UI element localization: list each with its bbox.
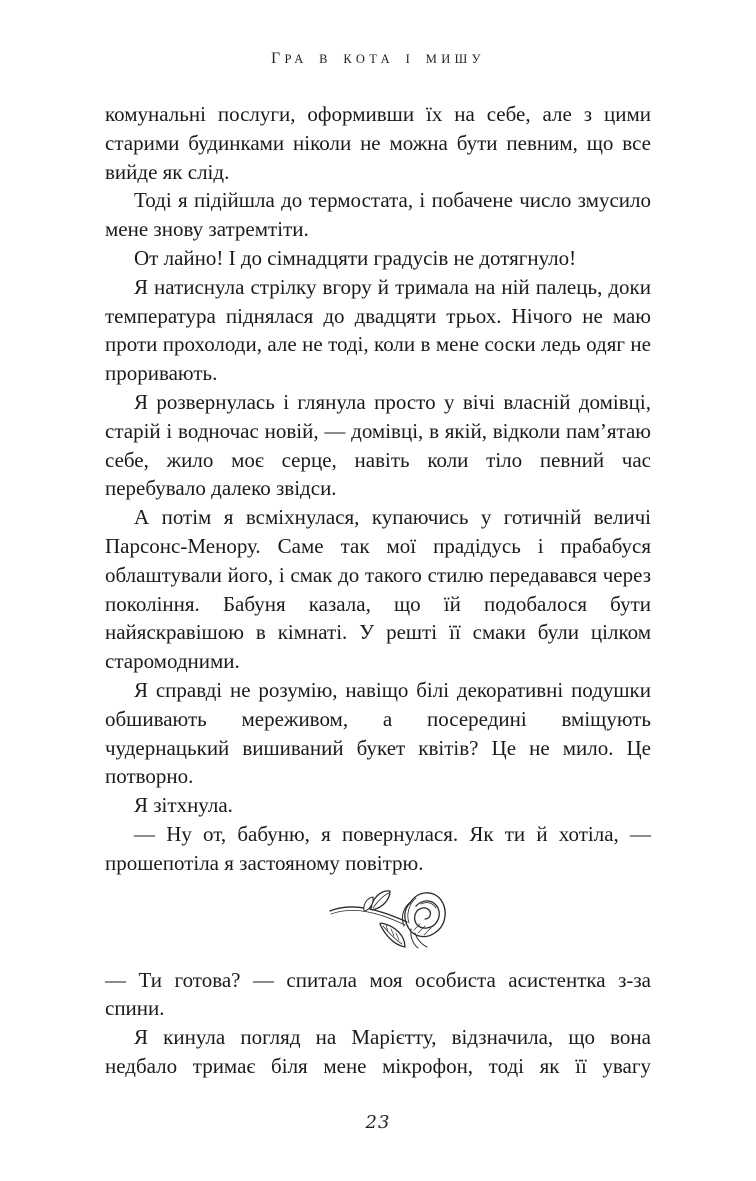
paragraph: Я кинула погляд на Марієтту, відзначила, що вона недбало тримає біля мене мікрофон, тоді як її увагу [105,1025,651,1078]
paragraph: Я справді не розумію, навіщо білі декоративні подушки обшивають мереживом, а посередині вміщують чудернацький вишиваний букет квітів? Це не мило. Це потворно. [105,677,651,789]
paragraph: — Ну от, бабуню, я повернулася. Як ти й хотіла, — прошепотіла я застояному повітрю. [105,821,651,875]
body-text-column [105,100,651,1081]
rose-icon [328,887,448,955]
paragraph: Я натиснула стрілку вгору й тримала на ній палець, доки температура піднялася до двадцяти трьох. Нічого не маю проти прохолоди, але не тоді, коли в мене соски ледь одяг не проривають. [105,274,651,386]
running-header: ГРА В КОТА І МИШУ [271,50,485,67]
paragraph: — Ти готова? — спитала моя особиста асистентка з-за спини. [105,967,651,1021]
paragraph: комунальні послуги, оформивши їх на себе, але з цими старими будинками ніколи не можна бути певним, що все вийде як слід. [105,102,651,184]
paragraph: Я розвернулась і глянула просто у вічі власній домівці, старій і водночас новій, — домівці, в якій, відколи пам’ятаю себе, жило моє серце, навіть коли тіло певний час перебувало далеко звідси. [105,389,651,501]
page-number: 23 [365,1112,391,1133]
paragraph: Я зітхнула. [134,793,233,818]
paragraph: От лайно! І до сімнадцяти градусів не дотягнуло! [134,245,577,270]
paragraph: Тоді я підійшла до термостата, і побачене число змусило мене знову затремтіти. [105,188,651,242]
scene-break-divider [105,887,651,955]
paragraph: А потім я всміхнулася, купаючись у готичній величі Парсонс-Менору. Саме так мої прадідусь і прабабуся облаштували його, і смак до такого стилю передавався через покоління. Бабуня казала, що їй подобалося бути найяскравішою в кімнаті. У решті її смаки були цілком старомодними. [105,505,651,674]
